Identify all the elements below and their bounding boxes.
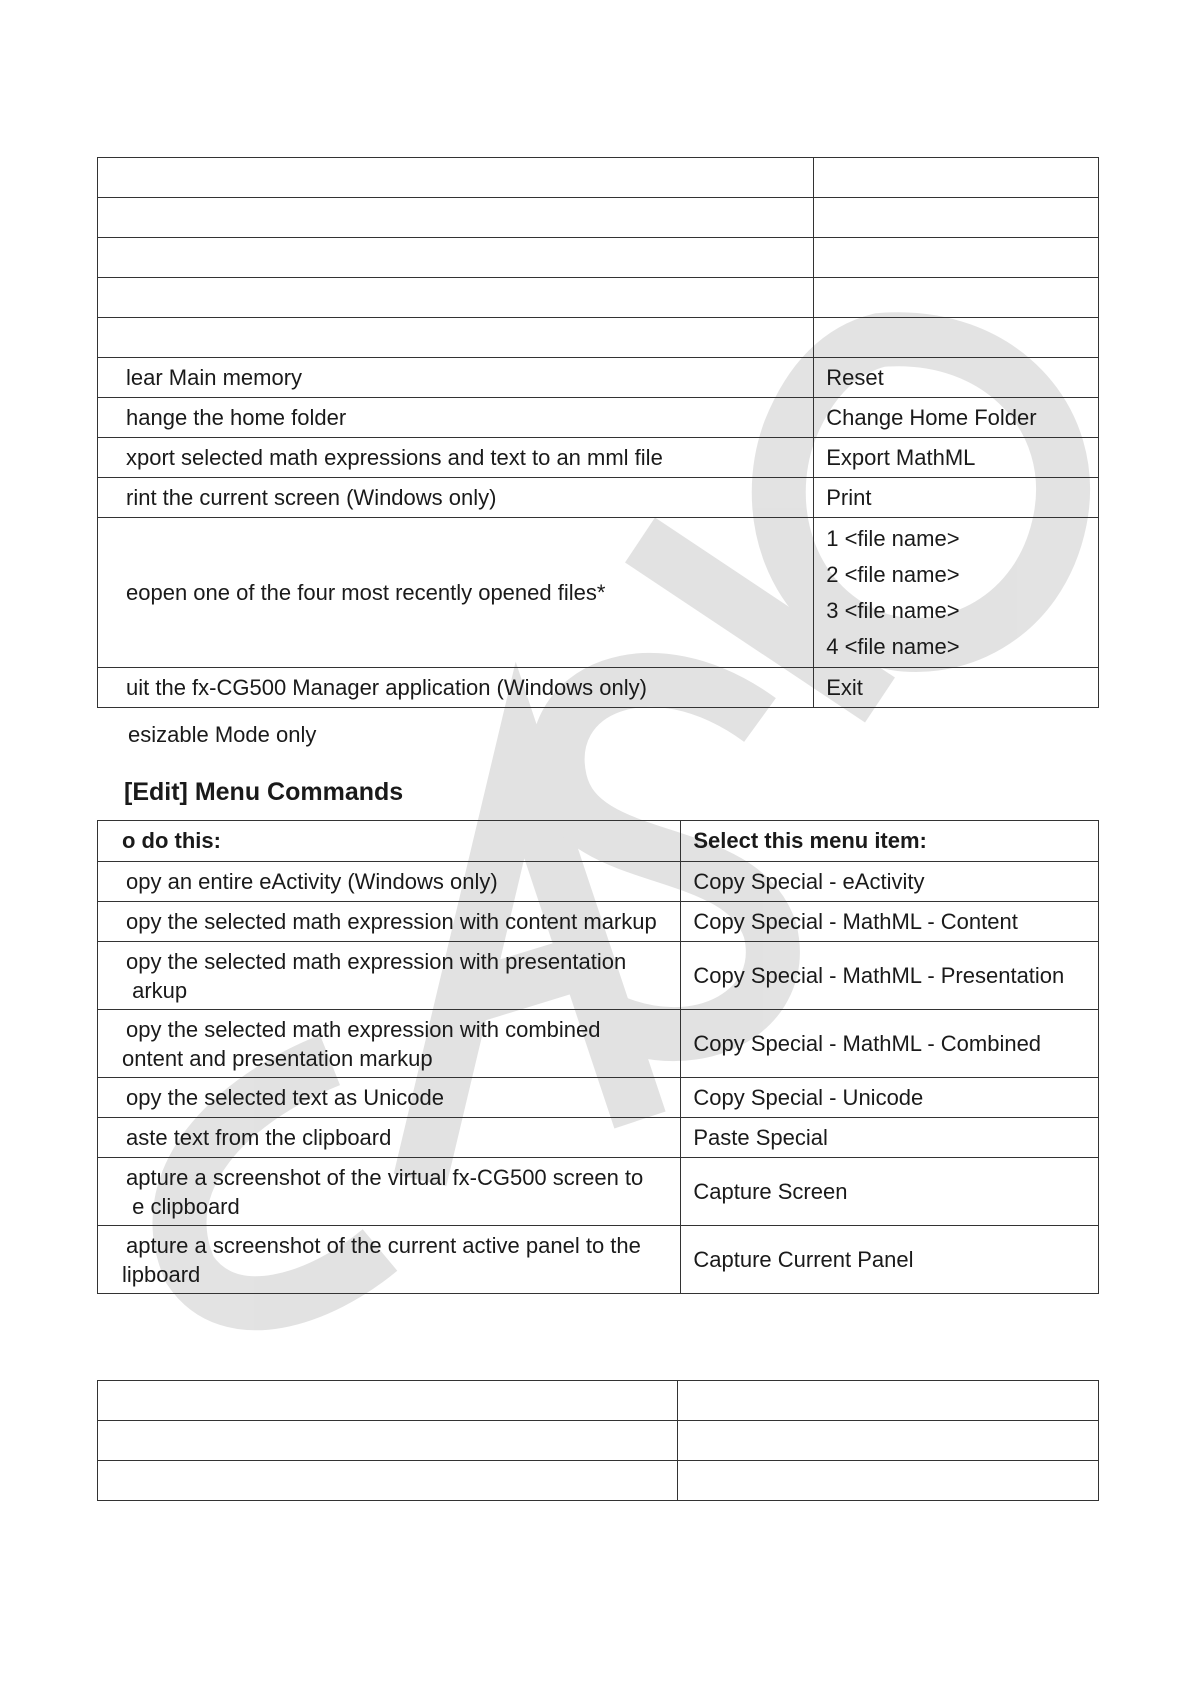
table-row (98, 1461, 1099, 1501)
action-cell: opy an entire eActivity (Windows only) (98, 862, 681, 902)
table-row (98, 438, 1099, 478)
table-row (98, 668, 1099, 708)
menu-item-cell: Reset (814, 358, 1099, 398)
table-row (98, 1421, 1099, 1461)
table-row (98, 478, 1099, 518)
table-row (98, 1118, 1099, 1158)
action-cell: eopen one of the four most recently opened files* (98, 518, 814, 668)
table-row (98, 518, 1099, 668)
menu-item-cell: Copy Special - MathML - Content (681, 902, 1099, 942)
menu-item-cell: Exit (814, 668, 1099, 708)
action-cell: xport selected math expressions and text to an mml file (98, 438, 814, 478)
menu-item-cell (814, 278, 1099, 318)
menu-item-cell: Export MathML (814, 438, 1099, 478)
menu-item-cell: Print (814, 478, 1099, 518)
action-cell: lear Main memory (98, 358, 814, 398)
recent-file-item: 4 <file name> (826, 633, 960, 659)
action-line: apture a screenshot of the virtual fx-CG500 screen to (126, 1164, 644, 1190)
table-row (98, 1010, 1099, 1078)
menu-item-cell: Copy Special - MathML - Combined (681, 1010, 1099, 1078)
action-cell (98, 1381, 678, 1421)
action-cell: rint the current screen (Windows only) (98, 478, 814, 518)
recent-file-item: 2 <file name> (826, 561, 960, 587)
menu-item-cell (814, 238, 1099, 278)
menu-item-cell: Capture Screen (681, 1158, 1099, 1226)
footnote: esizable Mode only (128, 722, 317, 747)
action-cell: aste text from the clipboard (98, 1118, 681, 1158)
menu-item-cell (814, 198, 1099, 238)
menu-item-cell (814, 318, 1099, 358)
menu-item-cell: Change Home Folder (814, 398, 1099, 438)
action-cell (98, 1421, 678, 1461)
section-heading: [Edit] Menu Commands (124, 778, 404, 806)
action-cell (98, 238, 814, 278)
action-line: lipboard (122, 1261, 201, 1287)
recent-file-item: 1 <file name> (826, 525, 960, 551)
table-row (98, 1158, 1099, 1226)
menu-item-cell: Capture Current Panel (681, 1226, 1099, 1294)
edit-menu-table (97, 820, 1099, 1294)
table-row (98, 1078, 1099, 1118)
action-cell (98, 1158, 681, 1226)
table-row (98, 158, 1099, 198)
table-row (98, 862, 1099, 902)
menu-item-cell: Copy Special - eActivity (681, 862, 1099, 902)
menu-item-cell (678, 1421, 1099, 1461)
action-cell (98, 158, 814, 198)
menu-item-cell: Copy Special - Unicode (681, 1078, 1099, 1118)
action-cell (98, 318, 814, 358)
action-cell: opy the selected math expression with content markup (98, 902, 681, 942)
table-row (98, 1226, 1099, 1294)
action-line: arkup (126, 977, 188, 1003)
column-header-action: o do this: (98, 821, 681, 862)
menu-item-cell (678, 1381, 1099, 1421)
lower-table (97, 1380, 1099, 1501)
column-header-item: Select this menu item: (681, 821, 1099, 862)
action-line: opy the selected math expression with presentation (126, 948, 627, 974)
action-line: ontent and presentation markup (122, 1045, 433, 1071)
table-row (98, 358, 1099, 398)
file-menu-table (97, 157, 1099, 708)
action-line: apture a screenshot of the current active panel to the (126, 1232, 641, 1258)
action-cell (98, 1461, 678, 1501)
table-row (98, 398, 1099, 438)
table-row (98, 942, 1099, 1010)
action-cell (98, 942, 681, 1010)
table-row (98, 902, 1099, 942)
recent-file-item: 3 <file name> (826, 597, 960, 623)
menu-item-cell: Paste Special (681, 1118, 1099, 1158)
action-cell: hange the home folder (98, 398, 814, 438)
action-cell: uit the fx-CG500 Manager application (Windows only) (98, 668, 814, 708)
action-line: e clipboard (126, 1193, 240, 1219)
action-cell (98, 1226, 681, 1294)
table-row (98, 198, 1099, 238)
table-row (98, 318, 1099, 358)
action-cell: opy the selected text as Unicode (98, 1078, 681, 1118)
table-row (98, 278, 1099, 318)
menu-item-cell (678, 1461, 1099, 1501)
action-cell (98, 278, 814, 318)
action-line: opy the selected math expression with combined (126, 1016, 601, 1042)
action-cell (98, 1010, 681, 1078)
table-header-row (98, 821, 1099, 862)
recent-files-cell (814, 518, 1099, 668)
table-row (98, 1381, 1099, 1421)
menu-item-cell (814, 158, 1099, 198)
table-row (98, 238, 1099, 278)
action-cell (98, 198, 814, 238)
menu-item-cell: Copy Special - MathML - Presentation (681, 942, 1099, 1010)
